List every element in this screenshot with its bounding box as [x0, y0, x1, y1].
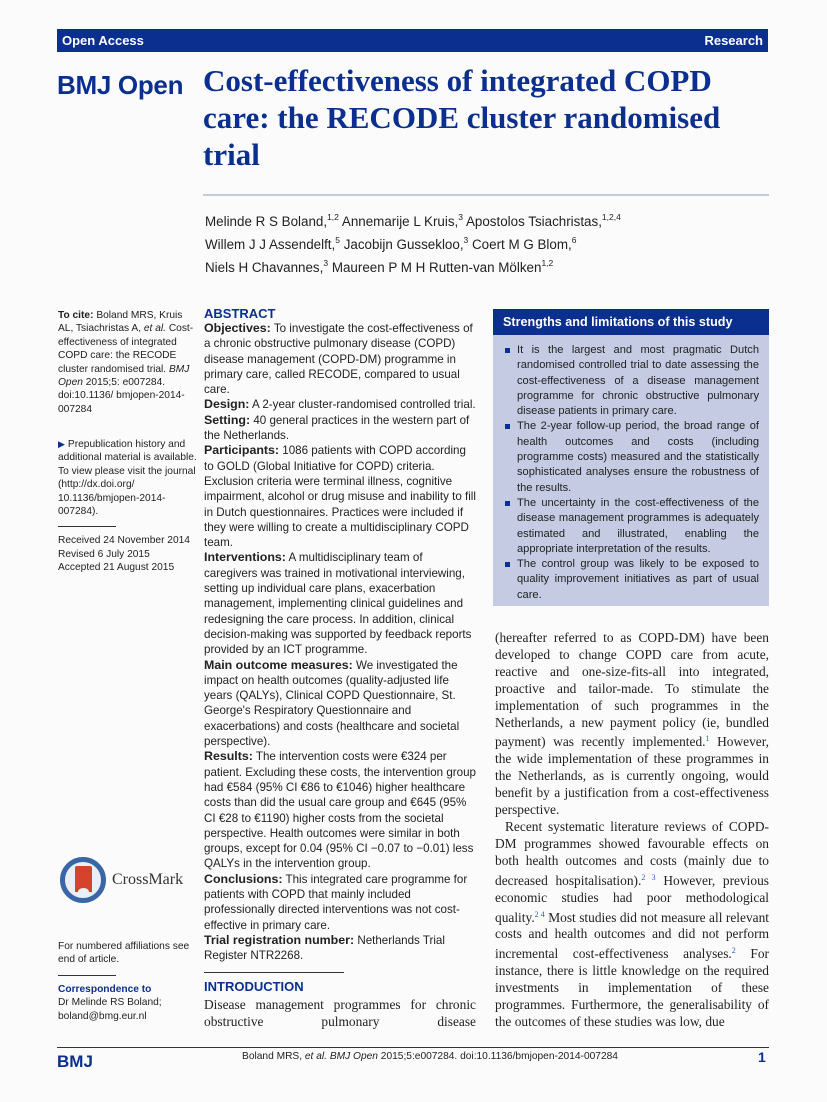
abstract — [204, 307, 476, 973]
affiliations-note: For numbered affiliations see end of article. Correspondence to Dr Melinde RS Boland; boland@bmg.eur.nl — [58, 940, 198, 1023]
list-item: The 2-year follow-up period, the broad range of health outcomes and costs (including programme costs) measured and the statistically sophisticated analyses ensure the robustness of the results. — [503, 419, 759, 495]
article-title: Cost-effectiveness of integrated COPD care: the RECODE cluster randomised trial — [203, 63, 721, 172]
author: Willem J J Assendelft,$^5$ — [205, 235, 340, 252]
abstract-setting: Setting: 40 general practices in the western part of the Netherlands. — [204, 412, 470, 443]
author: Niels H Chavannes,$^3$ — [205, 258, 329, 275]
abstract-heading: ABSTRACT — [204, 306, 276, 321]
strengths-list — [493, 335, 769, 603]
abstract-results: Results: The intervention costs were €324 per patient. Excluding these costs, the intervention group had €584 (95% CI €86 to €1046) higher healthcare costs than did the usual care group and €645 (95% CI €28 to €1190) higher costs from the societal perspective. Health outcomes were similar in both groups, except for 0.04 (95% CI −0.07 to −0.01) less QALYs in the intervention group. — [204, 749, 476, 871]
abstract-interventions: Interventions: A multidisciplinary team of caregivers was trained in motivational interviewing, setting up individual care plans, exacerbation management, implementing clinical guidelines and redesigning the care process. In addition, clinical decision-making was supported by feedback reports provided by an ICT programme. — [204, 550, 472, 657]
title-divider — [203, 194, 769, 196]
abstract-design: Design: A 2-year cluster-randomised controlled trial. — [204, 397, 476, 412]
box-heading: Strengths and limitations of this study — [493, 309, 769, 335]
paragraph: (hereafter referred to as COPD-DM) have been developed to change COPD care from acute, reactive and one-size-fits-all into integrated, proactive and tailor-made. To stimulate the implementation of such programmes in the Netherlands, a new payment policy (ie, bundled payment) was recently implemented.$^1$ However, the wide implementation of these programmes in the Netherlands, as is currently ongoing, would benefit by a justification from a cost-effectiveness perspective. — [495, 630, 769, 818]
introduction-text: Disease management programmes for chronic obstructive pulmonary disease — [204, 997, 476, 1029]
correspondence-email[interactable]: boland@bmg.eur.nl — [58, 1010, 147, 1022]
author-list — [205, 208, 765, 277]
paragraph: Recent systematic literature reviews of COPD-DM programmes showed favourable effects on both health outcomes and costs (mainly due to decreased hospitalisation).$^{2 3}$ However, previous economic studies had poor methodological quality.$^{2 4}$ Most studies did not measure all relevant costs and health outcomes and did not perform incremental cost-effectiveness analyses.$^2$ For instance, there is little knowledge on the required investments in implementation of these programmes. Furthermore, the generalisability of the outcomes of these studies was low, due — [495, 818, 769, 1029]
accepted-date: Accepted 21 August 2015 — [58, 562, 175, 574]
crossmark-label: CrossMark — [112, 871, 184, 888]
divider — [204, 972, 344, 973]
triangle-bullet-icon: ▶ — [58, 439, 65, 449]
prepublication-link[interactable]: Prepublication history and additional material is available. To view please visit the journal (http://dx.doi.org/ 10.1136/bmjopen-2014- 007284). — [58, 439, 197, 518]
list-item: The control group was likely to be exposed to quality improvement initiatives as part of usual care. — [503, 557, 759, 603]
body-text — [495, 630, 769, 1031]
footer-citation: Boland MRS, et al. BMJ Open 2015;5:e007284. doi:10.1136/bmjopen-2014-007284 — [242, 1051, 618, 1062]
reference-link[interactable]: 2 4 — [534, 909, 545, 919]
abstract-participants: Participants: 1086 patients with COPD according to GOLD (Global Initiative for COPD) criteria. Exclusion criteria were terminal illness, cognitive impairment, alcohol or drug misuse and inability to fill in Dutch questionnaires. Practices were included if they were willing to create a multidisciplinary COPD team. — [204, 443, 476, 550]
introduction-section — [204, 979, 476, 1030]
author: Melinde R S Boland,$^{1,2}$ — [205, 212, 339, 229]
prepublication-note — [58, 438, 198, 575]
strengths-limitations-box — [493, 309, 769, 606]
divider — [58, 975, 116, 976]
introduction-heading: INTRODUCTION — [204, 979, 304, 994]
footer-divider — [57, 1047, 769, 1048]
section-label: Research — [704, 33, 763, 48]
citation-block: To cite: Boland MRS, Kruis AL, Tsiachristas A, et al. Cost-effectiveness of integrated COPD care: the RECODE cluster randomised trial. BMJ Open 2015;5: e007284. doi:10.1136/ bmjopen-2014-007284 — [58, 310, 194, 415]
correspondence-name: Dr Melinde RS Boland; — [58, 997, 162, 1009]
author: Maureen P M H Rutten-van Mölken$^{1,2}$ — [331, 258, 554, 275]
author: Jacobijn Gussekloo,$^3$ — [343, 235, 469, 252]
abstract-conclusions: Conclusions: This integrated care programme for patients with COPD that mainly included professionally directed interventions was not cost-effective in primary care. — [204, 871, 468, 932]
abstract-outcome-measures: Main outcome measures: We investigated the impact on health outcomes (quality-adjusted life years (QALYs), Clinical COPD Questionnaire, St. George's Respiratory Questionnaire and exacerbations) and costs (healthcare and societal perspective). — [204, 657, 460, 749]
journal-logo: BMJ Open — [57, 70, 184, 100]
abstract-trial-registration: Trial registration number: Netherlands Trial Register NTR2268. — [204, 932, 445, 963]
crossmark-icon — [60, 857, 106, 903]
list-item: The uncertainty in the cost-effectiveness of the disease management programmes is adequately estimated and illustrated, enabling the appropriate interpretation of the results. — [503, 496, 759, 557]
open-access-label: Open Access — [62, 33, 144, 48]
bmj-logo: BMJ — [57, 1052, 93, 1071]
abstract-objectives: Objectives: To investigate the cost-effectiveness of a chronic obstructive pulmonary disease (COPD) disease management (COPD-DM) programme in primary care, called RECODE, compared to usual care. — [204, 321, 473, 397]
author: Apostolos Tsiachristas,$^{1,2,4}$ — [465, 212, 621, 229]
page-number: 1 — [758, 1049, 766, 1065]
crossmark-badge[interactable] — [60, 857, 183, 903]
revised-date: Revised 6 July 2015 — [58, 548, 150, 560]
author: Annemarije L Kruis,$^3$ — [341, 212, 463, 229]
reference-link[interactable]: 1 — [705, 734, 710, 744]
received-date: Received 24 November 2014 — [58, 535, 190, 547]
list-item: It is the largest and most pragmatic Dutch randomised controlled trial to date assessing the cost-effectiveness of a disease management programme for chronic obstructive pulmonary disease patients in primary care. — [503, 343, 759, 419]
divider — [58, 526, 116, 527]
correspondence-label: Correspondence to — [58, 983, 152, 995]
author: Coert M G Blom,$^6$ — [472, 235, 577, 252]
reference-link[interactable]: 2 3 — [641, 872, 656, 882]
header-bar — [57, 29, 768, 52]
reference-link[interactable]: 2 — [731, 946, 736, 956]
